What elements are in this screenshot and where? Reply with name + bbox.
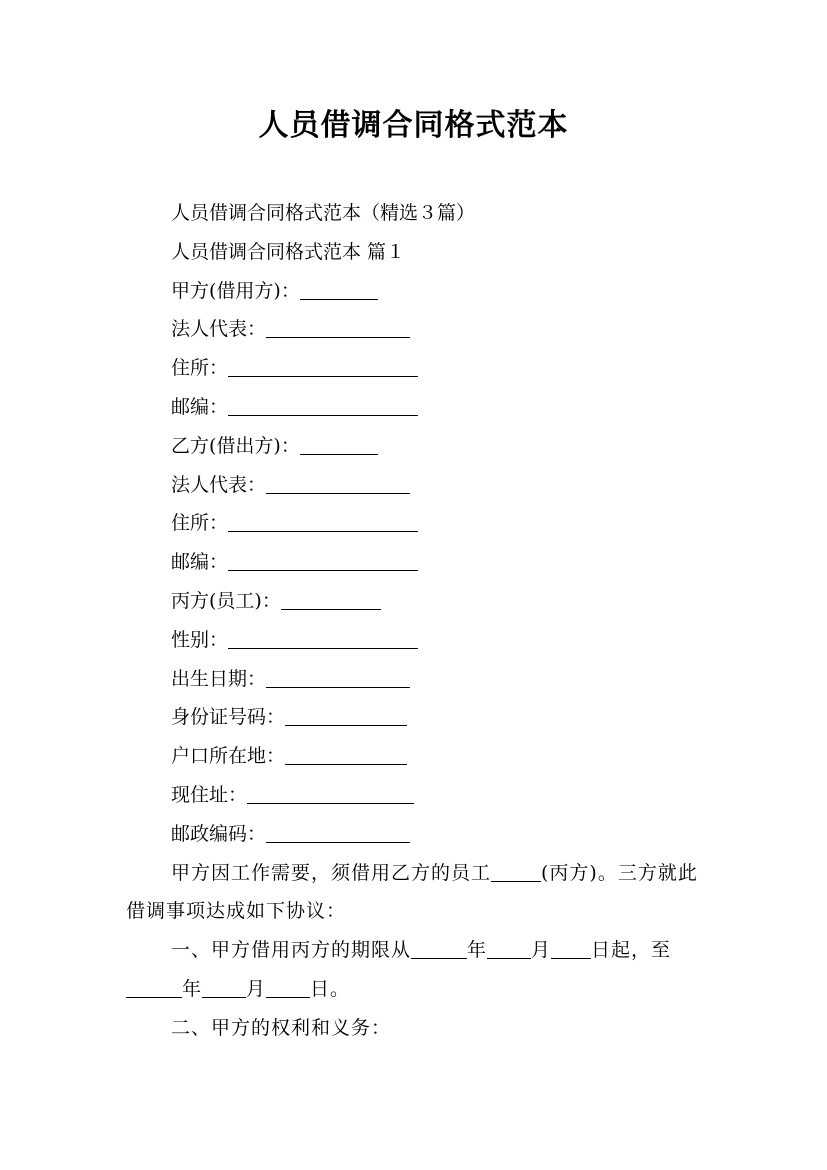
blank-field[interactable] (300, 435, 378, 455)
blank-field[interactable] (266, 318, 410, 338)
document-body (126, 194, 706, 1048)
blank-field[interactable] (551, 939, 591, 959)
gender-line (126, 621, 706, 660)
field-label: 邮编： (171, 395, 229, 418)
paragraph-text: 甲方因工作需要，须借用乙方的员工 (171, 861, 492, 884)
party-b-address-line (126, 504, 706, 543)
blank-field[interactable] (126, 978, 182, 998)
party-a-representative-line (126, 310, 706, 349)
section-heading-text: 人员借调合同格式范本 篇１ (171, 240, 406, 263)
field-label: 出生日期： (171, 667, 267, 690)
household-registration-line (126, 737, 706, 776)
section-heading (126, 233, 706, 272)
blank-field[interactable] (266, 823, 410, 843)
birth-date-line (126, 660, 706, 699)
field-label: 现住址： (171, 783, 248, 806)
blank-field[interactable] (228, 629, 418, 649)
field-label: 乙方(借出方)： (171, 434, 300, 457)
blank-field[interactable] (285, 745, 407, 765)
party-a-postcode-line (126, 388, 706, 427)
field-label: 住所： (171, 357, 229, 380)
term-clause-paragraph (126, 931, 706, 1009)
field-label: 丙方(员工)： (171, 589, 281, 612)
blank-field[interactable] (247, 784, 414, 804)
subtitle-line (126, 194, 706, 233)
rights-obligations-heading (126, 1009, 706, 1048)
paragraph-text: 月 (531, 939, 552, 962)
paragraph-text: 日起，至 (591, 939, 672, 962)
party-c-line (126, 582, 706, 621)
blank-field[interactable] (266, 668, 410, 688)
field-label: 邮编： (171, 551, 229, 574)
paragraph-text: 一、甲方借用丙方的期限从 (171, 939, 412, 962)
document-title: 人员借调合同格式范本 (258, 108, 569, 143)
party-b-representative-line (126, 466, 706, 505)
field-label: 邮政编码： (171, 822, 267, 845)
current-address-line (126, 776, 706, 815)
blank-field[interactable] (491, 862, 541, 882)
blank-field[interactable] (266, 474, 410, 494)
paragraph-text: 月 (246, 977, 267, 1000)
agreement-intro-paragraph (126, 854, 706, 932)
blank-field[interactable] (228, 551, 418, 571)
party-a-line (126, 272, 706, 311)
party-b-postcode-line (126, 543, 706, 582)
subtitle-text: 人员借调合同格式范本（精选３篇） (171, 202, 476, 224)
paragraph-text: (丙方)。三方就此借调事项达成如下协议： (126, 861, 698, 923)
blank-field[interactable] (285, 706, 407, 726)
paragraph-text: 二、甲方的权利和义务： (171, 1016, 392, 1039)
blank-field[interactable] (228, 357, 418, 377)
party-a-address-line (126, 349, 706, 388)
blank-field[interactable] (266, 978, 310, 998)
field-label: 身份证号码： (171, 706, 286, 729)
blank-field[interactable] (411, 939, 467, 959)
field-label: 性别： (171, 628, 229, 651)
blank-field[interactable] (487, 939, 531, 959)
blank-field[interactable] (281, 590, 381, 610)
blank-field[interactable] (228, 512, 418, 532)
field-label: 法人代表： (171, 318, 267, 341)
field-label: 户口所在地： (171, 745, 286, 768)
paragraph-text: 年 (467, 939, 488, 962)
blank-field[interactable] (300, 280, 378, 300)
party-b-line (126, 427, 706, 466)
postal-code-line (126, 815, 706, 854)
field-label: 法人代表： (171, 473, 267, 496)
field-label: 住所： (171, 512, 229, 535)
paragraph-text: 年 (182, 977, 203, 1000)
id-number-line (126, 698, 706, 737)
field-label: 甲方(借用方)： (171, 279, 300, 302)
blank-field[interactable] (228, 396, 418, 416)
paragraph-text: 日。 (310, 977, 351, 1000)
blank-field[interactable] (202, 978, 246, 998)
